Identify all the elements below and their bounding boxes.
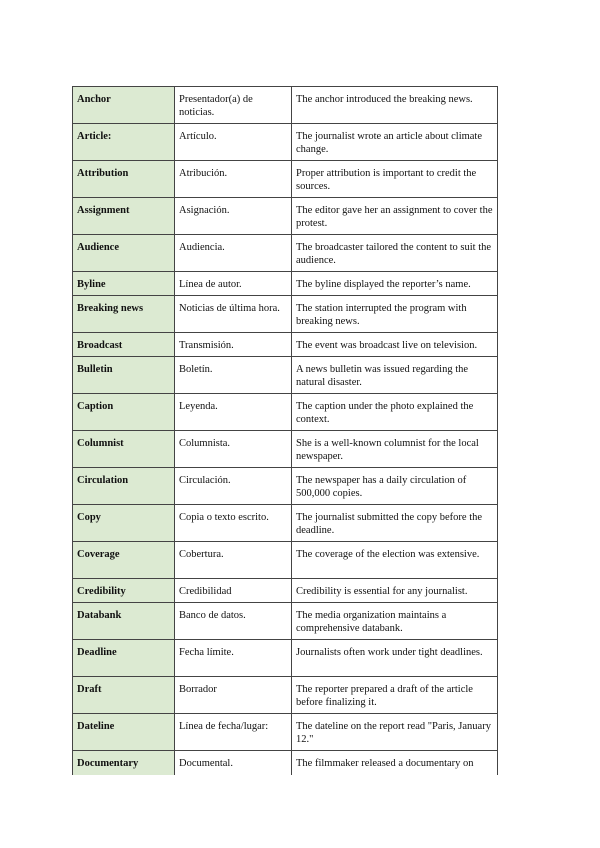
translation-cell: Atribución.: [175, 161, 292, 198]
example-cell: The editor gave her an assignment to cover the protest.: [292, 198, 498, 235]
translation-cell: Columnista.: [175, 431, 292, 468]
example-cell: A news bulletin was issued regarding the natural disaster.: [292, 357, 498, 394]
translation-cell: Circulación.: [175, 468, 292, 505]
example-cell: The event was broadcast live on television.: [292, 333, 498, 357]
table-row: [73, 198, 498, 235]
example-cell: The reporter prepared a draft of the article before finalizing it.: [292, 677, 498, 714]
table-row: [73, 124, 498, 161]
table-row: [73, 235, 498, 272]
table-row: [73, 579, 498, 603]
term-cell: Breaking news: [73, 296, 175, 333]
glossary-table: [72, 86, 498, 775]
example-cell: Proper attribution is important to credit the sources.: [292, 161, 498, 198]
term-cell: Draft: [73, 677, 175, 714]
translation-cell: Fecha límite.: [175, 640, 292, 677]
table-row: [73, 751, 498, 775]
translation-cell: Presentador(a) de noticias.: [175, 87, 292, 124]
term-cell: Documentary: [73, 751, 175, 775]
table-row: [73, 394, 498, 431]
example-cell: The station interrupted the program with breaking news.: [292, 296, 498, 333]
example-cell: The anchor introduced the breaking news.: [292, 87, 498, 124]
term-cell: Columnist: [73, 431, 175, 468]
example-cell: She is a well-known columnist for the local newspaper.: [292, 431, 498, 468]
translation-cell: Audiencia.: [175, 235, 292, 272]
example-cell: The journalist submitted the copy before the deadline.: [292, 505, 498, 542]
translation-cell: Borrador: [175, 677, 292, 714]
table-row: [73, 87, 498, 124]
glossary-body: [73, 87, 498, 775]
term-cell: Bulletin: [73, 357, 175, 394]
example-cell: The dateline on the report read "Paris, January 12.": [292, 714, 498, 751]
example-cell: Credibility is essential for any journalist.: [292, 579, 498, 603]
translation-cell: Documental.: [175, 751, 292, 775]
example-cell: The byline displayed the reporter’s name.: [292, 272, 498, 296]
example-cell: The caption under the photo explained the context.: [292, 394, 498, 431]
term-cell: Assignment: [73, 198, 175, 235]
term-cell: Deadline: [73, 640, 175, 677]
translation-cell: Boletín.: [175, 357, 292, 394]
table-row: [73, 296, 498, 333]
translation-cell: Leyenda.: [175, 394, 292, 431]
table-row: [73, 272, 498, 296]
table-row: [73, 505, 498, 542]
table-row: [73, 161, 498, 198]
term-cell: Article:: [73, 124, 175, 161]
translation-cell: Línea de autor.: [175, 272, 292, 296]
translation-cell: Cobertura.: [175, 542, 292, 579]
translation-cell: Copia o texto escrito.: [175, 505, 292, 542]
example-cell: The broadcaster tailored the content to suit the audience.: [292, 235, 498, 272]
example-cell: The journalist wrote an article about climate change.: [292, 124, 498, 161]
term-cell: Attribution: [73, 161, 175, 198]
term-cell: Databank: [73, 603, 175, 640]
table-row: [73, 603, 498, 640]
table-row: [73, 640, 498, 677]
example-cell: The media organization maintains a comprehensive databank.: [292, 603, 498, 640]
translation-cell: Línea de fecha/lugar:: [175, 714, 292, 751]
term-cell: Audience: [73, 235, 175, 272]
term-cell: Dateline: [73, 714, 175, 751]
table-row: [73, 542, 498, 579]
term-cell: Copy: [73, 505, 175, 542]
term-cell: Coverage: [73, 542, 175, 579]
example-cell: The filmmaker released a documentary on: [292, 751, 498, 775]
translation-cell: Asignación.: [175, 198, 292, 235]
table-row: [73, 357, 498, 394]
table-row: [73, 333, 498, 357]
translation-cell: Artículo.: [175, 124, 292, 161]
translation-cell: Credibilidad: [175, 579, 292, 603]
term-cell: Caption: [73, 394, 175, 431]
table-row: [73, 431, 498, 468]
term-cell: Broadcast: [73, 333, 175, 357]
table-row: [73, 677, 498, 714]
term-cell: Circulation: [73, 468, 175, 505]
table-row: [73, 468, 498, 505]
table-row: [73, 714, 498, 751]
translation-cell: Noticias de última hora.: [175, 296, 292, 333]
term-cell: Anchor: [73, 87, 175, 124]
example-cell: The newspaper has a daily circulation of 500,000 copies.: [292, 468, 498, 505]
term-cell: Credibility: [73, 579, 175, 603]
translation-cell: Banco de datos.: [175, 603, 292, 640]
example-cell: The coverage of the election was extensive.: [292, 542, 498, 579]
example-cell: Journalists often work under tight deadlines.: [292, 640, 498, 677]
term-cell: Byline: [73, 272, 175, 296]
translation-cell: Transmisión.: [175, 333, 292, 357]
